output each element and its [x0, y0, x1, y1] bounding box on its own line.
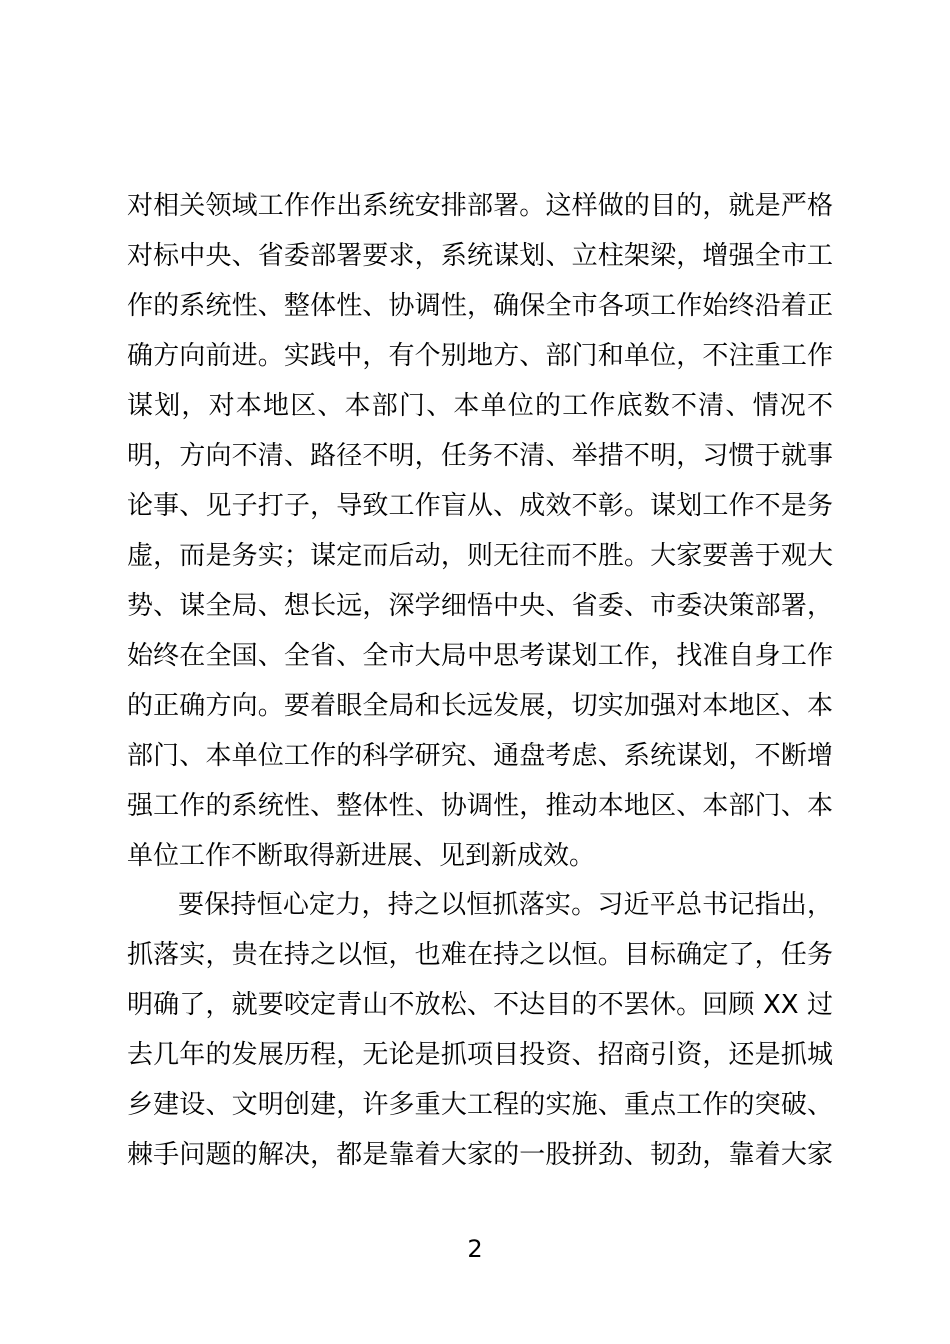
page-number: 2 — [467, 1235, 483, 1263]
text-line: 论事、见子打子，导致工作盲从、成效不彰。谋划工作不是务 — [127, 491, 833, 521]
text-line: 的正确方向。要着眼全局和长远发展，切实加强对本地区、本 — [127, 691, 833, 721]
text-line: 抓落实，贵在持之以恒，也难在持之以恒。目标确定了，任务 — [127, 940, 833, 970]
text-line: 明确了，就要咬定青山不放松、不达目的不罢休。回顾 XX 过 — [127, 990, 833, 1020]
text-line: 虚，而是务实；谋定而后动，则无往而不胜。大家要善于观大 — [127, 541, 833, 571]
text-line: 确方向前进。实践中，有个别地方、部门和单位，不注重工作 — [127, 341, 833, 371]
text-line: 始终在全国、全省、全市大局中思考谋划工作，找准自身工作 — [127, 641, 833, 671]
text-line-paragraph-start: 要保持恒心定力，持之以恒抓落实。习近平总书记指出， — [178, 890, 833, 920]
text-line: 作的系统性、整体性、协调性，确保全市各项工作始终沿着正 — [127, 291, 833, 321]
text-line: 部门、本单位工作的科学研究、通盘考虑、系统谋划，不断增 — [127, 741, 833, 771]
text-line: 明，方向不清、路径不明，任务不清、举措不明，习惯于就事 — [127, 441, 833, 471]
text-line: 势、谋全局、想长远，深学细悟中央、省委、市委决策部署， — [127, 591, 833, 621]
text-line: 谋划，对本地区、本部门、本单位的工作底数不清、情况不 — [127, 391, 833, 421]
text-line: 对相关领域工作作出系统安排部署。这样做的目的，就是严格 — [127, 191, 833, 221]
text-line: 对标中央、省委部署要求，系统谋划、立柱架梁，增强全市工 — [127, 241, 833, 271]
text-line-paragraph-end: 单位工作不断取得新进展、见到新成效。 — [127, 841, 596, 871]
text-line: 棘手问题的解决，都是靠着大家的一股拼劲、韧劲，靠着大家 — [127, 1140, 833, 1170]
text-line: 去几年的发展历程，无论是抓项目投资、招商引资，还是抓城 — [127, 1040, 833, 1070]
text-line: 强工作的系统性、整体性、协调性，推动本地区、本部门、本 — [127, 791, 833, 821]
text-line: 乡建设、文明创建，许多重大工程的实施、重点工作的突破、 — [127, 1090, 833, 1120]
